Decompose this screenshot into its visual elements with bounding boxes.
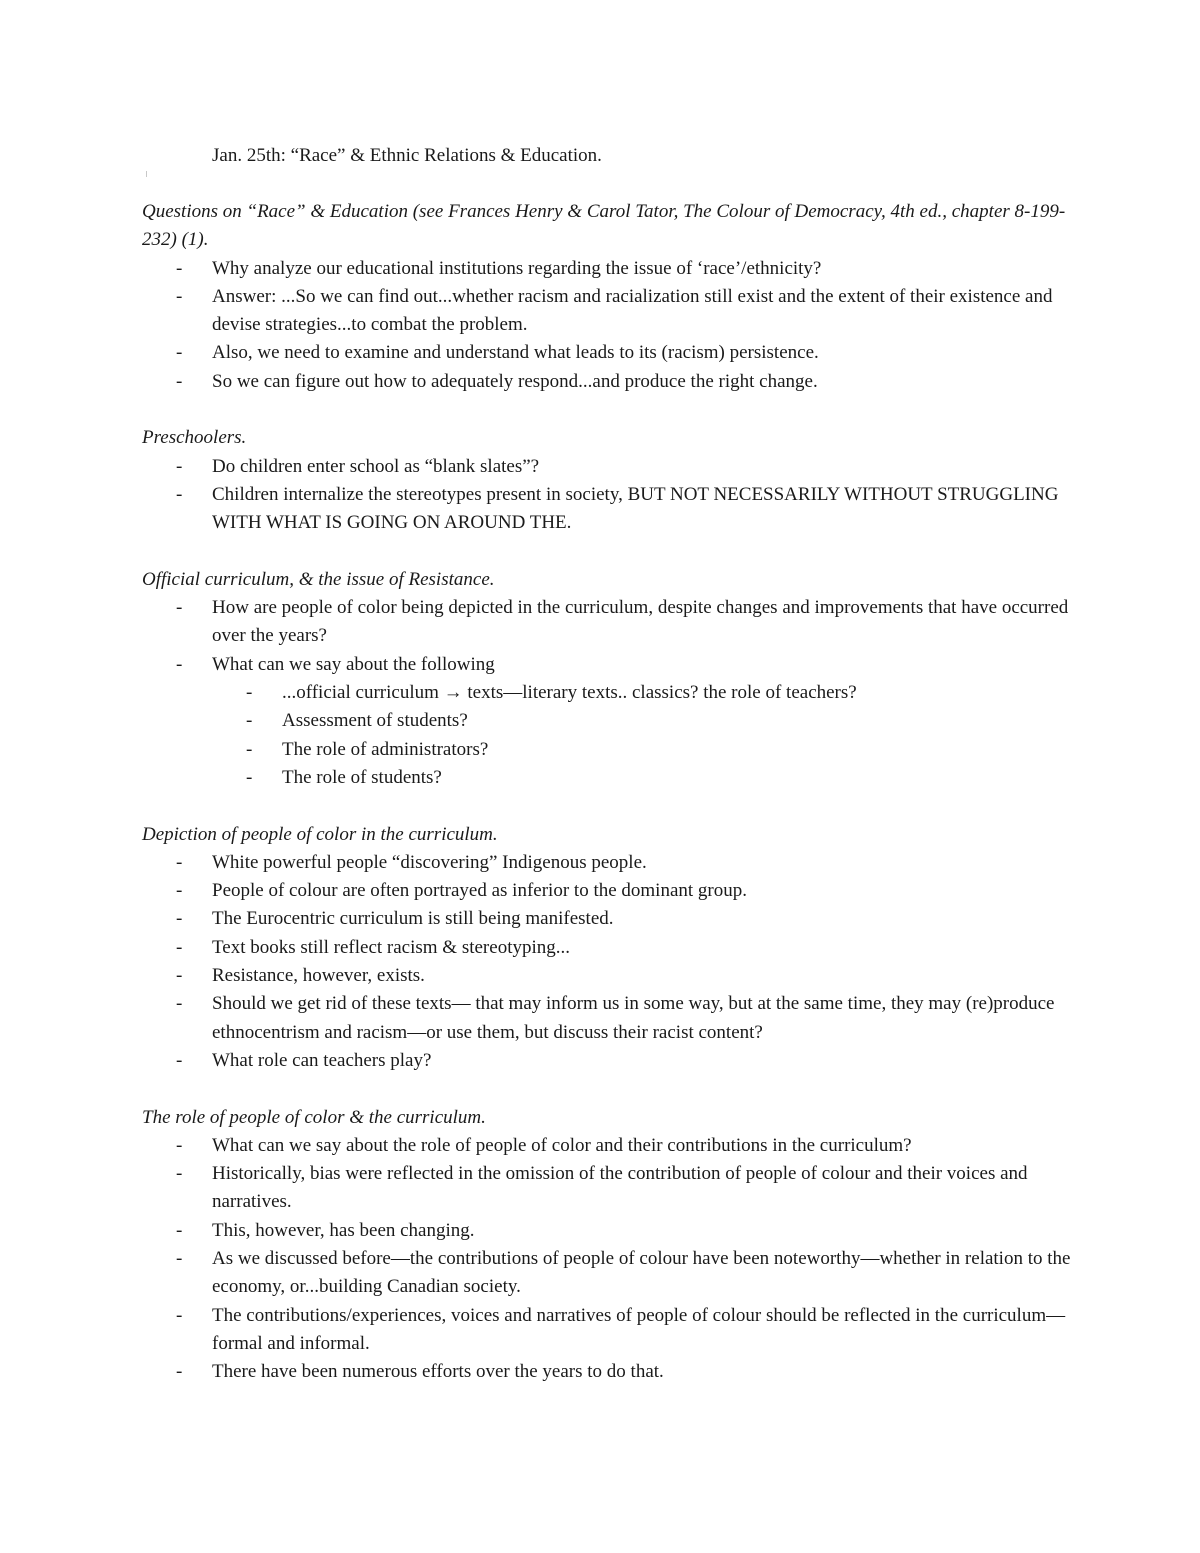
bullet-list	[142, 453, 1072, 538]
list-item: - As we discussed before—the contributions of people of colour have been noteworthy—whether in relation to the economy, or...building Canadian society.	[142, 1245, 1072, 1302]
list-item: - Also, we need to examine and understand what leads to its (racism) persistence.	[142, 339, 1072, 367]
bullet-list	[142, 849, 1072, 1075]
section-depiction	[142, 821, 1072, 1076]
section-heading: Depiction of people of color in the curriculum.	[142, 823, 498, 845]
list-item: - White powerful people “discovering” Indigenous people.	[142, 849, 1072, 877]
sub-list-item: - ...official curriculum → texts—literary texts.. classics? the role of teachers?	[212, 679, 1072, 707]
list-item: - People of colour are often portrayed as inferior to the dominant group.	[142, 877, 1072, 905]
list-item: - Do children enter school as “blank slates”?	[142, 453, 1072, 481]
list-item-with-sublist	[142, 651, 1072, 792]
list-item: - How are people of color being depicted in the curriculum, despite changes and improvements that have occurred over the years?	[142, 594, 1072, 651]
list-item: - What role can teachers play?	[142, 1047, 1072, 1075]
list-item: - So we can figure out how to adequately respond...and produce the right change.	[142, 368, 1072, 396]
bullet-list	[142, 1132, 1072, 1387]
document-body	[142, 198, 1072, 1415]
list-item: - Resistance, however, exists.	[142, 962, 1072, 990]
list-item: - This, however, has been changing.	[142, 1217, 1072, 1245]
section-preschoolers	[142, 424, 1072, 537]
sub-list-item: - The role of administrators?	[212, 736, 1072, 764]
list-item: - There have been numerous efforts over the years to do that.	[142, 1358, 1072, 1386]
section-race-education	[142, 198, 1072, 396]
section-heading: Official curriculum, & the issue of Resistance.	[142, 568, 495, 590]
bullet-list	[142, 255, 1072, 396]
sub-bullet-list	[212, 679, 1072, 792]
list-item: - Answer: ...So we can find out...whether racism and racialization still exist and the extent of their existence and devise strategies...to combat the problem.	[142, 283, 1072, 340]
list-item: - What can we say about the role of people of color and their contributions in the curriculum?	[142, 1132, 1072, 1160]
section-role-of-people-of-color	[142, 1104, 1072, 1387]
section-heading: The role of people of color & the curriculum.	[142, 1106, 486, 1128]
list-item: - Historically, bias were reflected in the omission of the contribution of people of colour and their voices and narratives.	[142, 1160, 1072, 1217]
list-item: - Children internalize the stereotypes present in society, BUT NOT NECESSARILY WITHOUT STRUGGLING WITH WHAT IS GOING ON AROUND THE.	[142, 481, 1072, 538]
section-official-curriculum	[142, 566, 1072, 792]
list-item: - Text books still reflect racism & stereotyping...	[142, 934, 1072, 962]
sub-list-item: - Assessment of students?	[212, 707, 1072, 735]
list-item: - Should we get rid of these texts— that may inform us in some way, but at the same time, they may (re)produce ethnocentrism and racism—or use them, but discuss their racist content?	[142, 990, 1072, 1047]
section-heading: Questions on “Race” & Education (see Frances Henry & Carol Tator, The Colour of Democracy, 4th ed., chapter 8-199-232) (1).	[142, 201, 1066, 251]
bullet-list	[142, 594, 1072, 792]
list-item-text: What can we say about the following	[212, 653, 495, 675]
list-item: - The contributions/experiences, voices and narratives of people of colour should be reflected in the curriculum—formal and informal.	[142, 1302, 1072, 1359]
list-item: - The Eurocentric curriculum is still being manifested.	[142, 905, 1072, 933]
section-heading: Preschoolers.	[142, 427, 247, 449]
document-title: Jan. 25th: “Race” & Ethnic Relations & Education.	[212, 145, 602, 166]
cursor-mark	[146, 171, 147, 177]
sub-list-item: - The role of students?	[212, 764, 1072, 792]
list-item: - Why analyze our educational institutions regarding the issue of ‘race’/ethnicity?	[142, 255, 1072, 283]
